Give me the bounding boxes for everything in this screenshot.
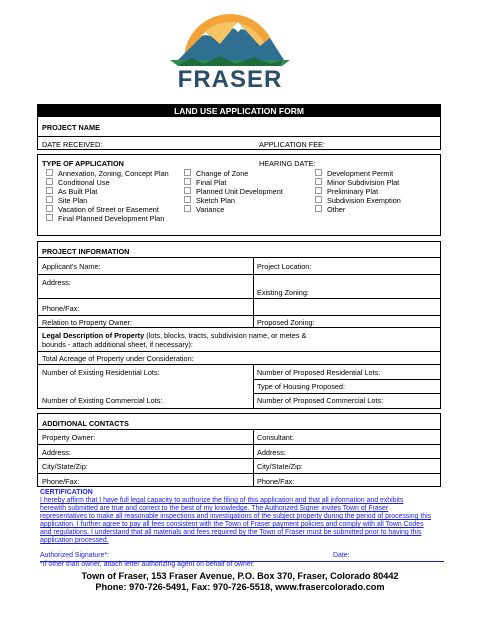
checkbox-icon[interactable] <box>315 205 322 212</box>
proposed-commercial-lots-field[interactable]: Number of Proposed Commercial Lots: <box>257 396 384 405</box>
address-field[interactable]: Address: <box>42 278 71 287</box>
project-name-label: PROJECT NAME <box>42 123 100 132</box>
application-type-option[interactable] <box>46 169 169 178</box>
application-type-label: Vacation of Street or Easement <box>58 205 159 214</box>
date-fee-row <box>38 136 440 150</box>
application-type-option[interactable] <box>46 214 169 223</box>
town-logo <box>162 10 298 94</box>
application-type-label: Change of Zone <box>196 169 249 178</box>
agent-note: *If other than owner, attach letter authorizing agent on behalf of owner. <box>40 561 255 568</box>
phone-row <box>38 298 440 315</box>
housing-type-field[interactable]: Type of Housing Proposed: <box>257 382 346 391</box>
application-type-label: Conditional Use <box>58 178 110 187</box>
application-type-option[interactable] <box>315 205 401 214</box>
consultant-city-field[interactable]: City/State/Zip: <box>257 462 303 471</box>
application-type-option[interactable] <box>184 187 283 196</box>
application-type-option[interactable] <box>46 187 169 196</box>
header-block <box>37 104 441 150</box>
checkbox-icon[interactable] <box>184 169 191 176</box>
existing-residential-lots-field[interactable]: Number of Existing Residential Lots: <box>42 368 160 377</box>
application-type-label: Annexation, Zoning, Concept Plan <box>58 169 169 178</box>
applicants-name-field[interactable]: Applicant's Name: <box>42 262 101 271</box>
certification-text <box>40 497 444 546</box>
application-type-label: Final Planned Development Plan <box>58 214 165 223</box>
legal-description-field[interactable] <box>42 331 306 340</box>
certification-line: application processed. <box>40 537 109 545</box>
form-title: LAND USE APPLICATION FORM <box>38 105 440 117</box>
application-type-label: Final Plat <box>196 178 227 187</box>
existing-zoning-row <box>38 287 440 298</box>
application-type-option[interactable] <box>46 205 169 214</box>
application-type-option[interactable] <box>184 178 283 187</box>
applicant-row <box>38 257 440 274</box>
relation-to-owner-field[interactable]: Relation to Property Owner: <box>42 318 133 327</box>
application-type-label: Variance <box>196 205 225 214</box>
consultant-phone-field[interactable]: Phone/Fax: <box>257 477 295 486</box>
existing-commercial-lots-field[interactable]: Number of Existing Commercial Lots: <box>42 396 163 405</box>
legal-description-bold: Legal Description of Property <box>42 331 145 340</box>
checkbox-icon[interactable] <box>46 169 53 176</box>
checkbox-icon[interactable] <box>184 178 191 185</box>
application-type-label: As Built Plat <box>58 187 98 196</box>
legal-description-text: (lots, blocks, tracts, subdivision name, or metes & <box>144 331 307 340</box>
application-type-label: Other <box>327 205 346 214</box>
owner-phone-field[interactable]: Phone/Fax: <box>42 477 80 486</box>
project-location-field[interactable]: Project Location: <box>257 262 312 271</box>
lots-row <box>38 364 440 409</box>
proposed-zoning-field[interactable]: Proposed Zoning: <box>257 318 315 327</box>
footer-address: Town of Fraser, 153 Fraser Avenue, P.O. Box 370, Fraser, Colorado 80442 <box>81 571 399 581</box>
application-types-col1 <box>46 169 169 223</box>
relation-row <box>38 315 440 327</box>
owner-address-field[interactable]: Address: <box>42 448 71 457</box>
checkbox-icon[interactable] <box>184 196 191 203</box>
project-information-heading: PROJECT INFORMATION <box>42 247 130 256</box>
certification-line: representatives to make all reasonable inspections and investigations of the subject property during the period of processing this <box>40 513 432 521</box>
project-information-block <box>37 241 441 409</box>
authorized-signature-field[interactable]: Authorized Signature*: <box>40 552 109 559</box>
application-fee-field[interactable]: APPLICATION FEE: <box>259 140 325 149</box>
proposed-residential-lots-field[interactable]: Number of Proposed Residential Lots: <box>257 368 381 377</box>
application-types-col2 <box>184 169 283 214</box>
existing-zoning-field[interactable]: Existing Zoning: <box>257 288 309 297</box>
owner-city-field[interactable]: City/State/Zip: <box>42 462 88 471</box>
application-type-option[interactable] <box>315 178 401 187</box>
footer-contact: Phone: 970-726-5491, Fax: 970-726-5518, www.frasercolorado.com <box>95 582 385 592</box>
certification-line: and regulations. I understand that all materials and fees required by the Town of Fraser must be submitted prior to having this <box>40 529 422 537</box>
application-type-option[interactable] <box>184 169 283 178</box>
certification-line: herewith submitted are true and correct to the best of my knowledge. The Authorized Signer invites Town of Fraser <box>40 505 389 513</box>
application-type-option[interactable] <box>46 178 169 187</box>
application-type-label: Site Plan <box>58 196 88 205</box>
application-type-option[interactable] <box>315 196 401 205</box>
application-type-label: Preliminary Plat <box>327 187 379 196</box>
checkbox-icon[interactable] <box>315 187 322 194</box>
certification-line: application. I further agree to pay all fees consistent with the Town of Fraser payment policies and comply with all Town Codes <box>40 521 424 529</box>
checkbox-icon[interactable] <box>46 214 53 221</box>
legal-description-line2: bounds - attach additional sheet, if necessary): <box>42 340 193 349</box>
checkbox-icon[interactable] <box>184 205 191 212</box>
type-of-application-heading: TYPE OF APPLICATION <box>42 159 124 168</box>
application-types-col3 <box>315 169 401 214</box>
additional-contacts-heading: ADDITIONAL CONTACTS <box>42 419 129 428</box>
certification-heading: CERTIFICATION <box>40 489 93 496</box>
checkbox-icon[interactable] <box>315 178 322 185</box>
checkbox-icon[interactable] <box>315 169 322 176</box>
application-type-label: Minor Subdivision Plat <box>327 178 400 187</box>
certification-line: I hereby affirm that I have full legal capacity to authorize the filing of this application and that all information and exhibits <box>40 497 404 504</box>
checkbox-icon[interactable] <box>46 196 53 203</box>
checkbox-icon[interactable] <box>46 205 53 212</box>
acreage-row <box>38 351 440 364</box>
hearing-date-field[interactable]: HEARING DATE: <box>259 159 316 168</box>
application-type-option[interactable] <box>184 196 283 205</box>
legal-description-row <box>38 327 440 351</box>
checkbox-icon[interactable] <box>46 178 53 185</box>
application-type-option[interactable] <box>315 169 401 178</box>
logo-text: FRASER <box>177 66 283 93</box>
consultant-field[interactable]: Consultant: <box>257 433 294 442</box>
checkbox-icon[interactable] <box>46 187 53 194</box>
date-field[interactable]: Date: <box>333 552 350 559</box>
total-acreage-field[interactable]: Total Acreage of Property under Consideration: <box>42 354 194 363</box>
application-type-option[interactable] <box>315 187 401 196</box>
date-received-field[interactable]: DATE RECEIVED: <box>42 140 103 149</box>
application-type-option[interactable] <box>46 196 169 205</box>
checkbox-icon[interactable] <box>184 187 191 194</box>
consultant-address-field[interactable]: Address: <box>257 448 286 457</box>
phone-fax-field[interactable]: Phone/Fax: <box>42 304 80 313</box>
checkbox-icon[interactable] <box>315 196 322 203</box>
type-of-application-block <box>37 154 441 236</box>
application-type-option[interactable] <box>184 205 283 214</box>
application-type-label: Planned Unit Development <box>196 187 283 196</box>
application-type-label: Development Permit <box>327 169 394 178</box>
application-type-label: Sketch Plan <box>196 196 235 205</box>
additional-contacts-block <box>37 413 441 487</box>
application-type-label: Subdivision Exemption <box>327 196 401 205</box>
property-owner-field[interactable]: Property Owner: <box>42 433 96 442</box>
